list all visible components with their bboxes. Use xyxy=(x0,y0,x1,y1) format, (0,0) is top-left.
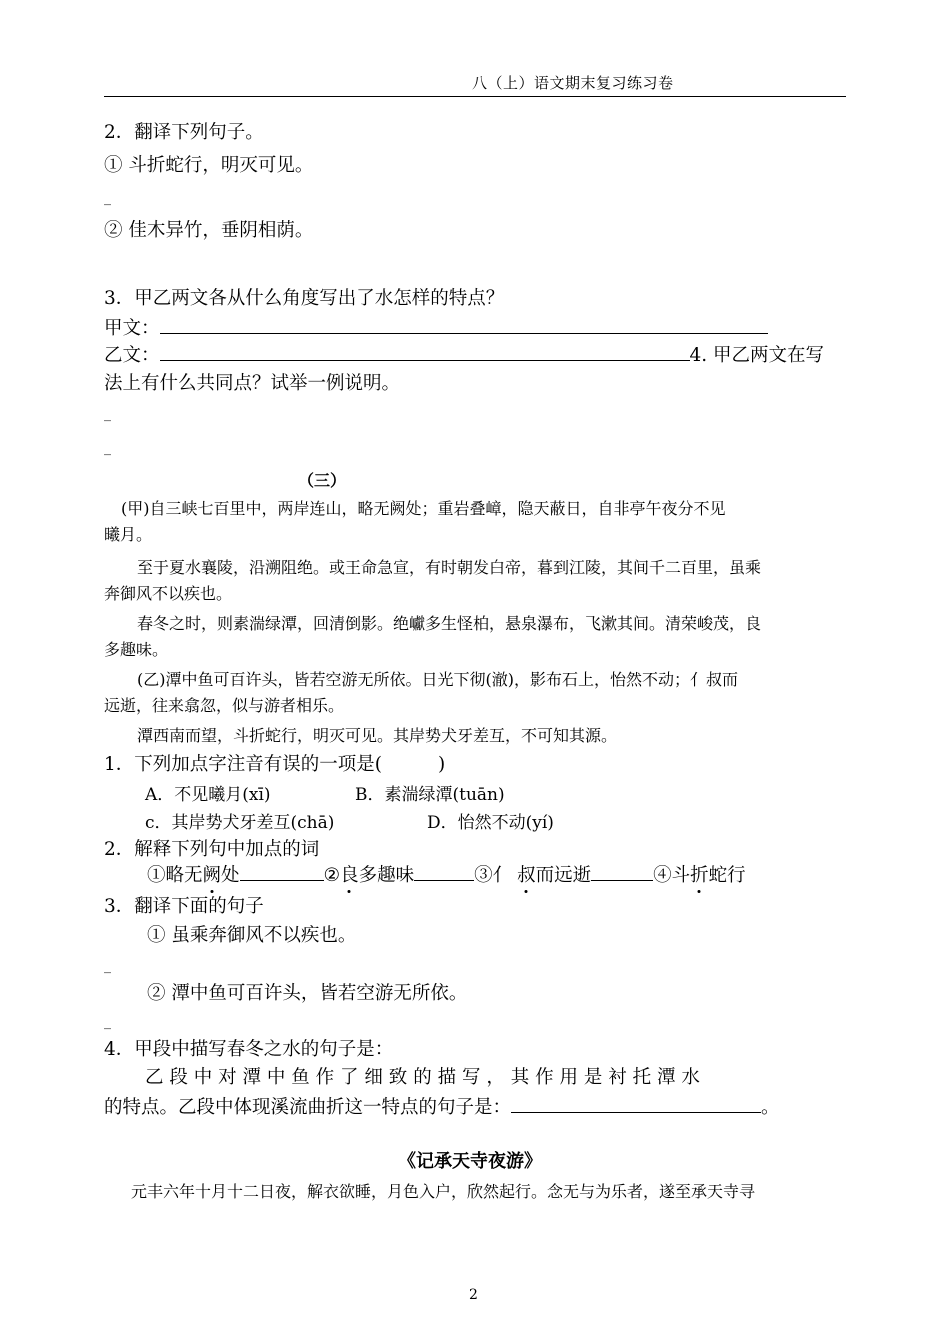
s3-q2-words xyxy=(147,861,746,887)
answer-blank[interactable] xyxy=(160,342,690,361)
s3-q1-end: ) xyxy=(438,754,446,775)
passage-para-2a: 至于夏水襄陵，沿溯阻绝。或王命急宣，有时朝发白帝，暮到江陵，其间千二百里，虽乘 xyxy=(137,558,762,577)
answer-blank[interactable] xyxy=(511,1094,761,1113)
s3-q1-option-b: B．素湍绿潭(tuān) xyxy=(355,785,505,805)
s3-q4-line-3 xyxy=(104,1093,780,1119)
s3-q1-line xyxy=(104,750,445,776)
answer-dash: _ xyxy=(104,958,111,974)
dotted-char: 叔 xyxy=(517,861,536,887)
section-label: （三） xyxy=(298,471,347,490)
s3-q4-line-3-text: 的特点。乙段中体现溪流曲折这一特点的句子是： xyxy=(104,1097,512,1118)
page-number: 2 xyxy=(469,1287,478,1303)
s3-q4-heading: 4．甲段中描写春冬之水的句子是： xyxy=(104,1039,394,1060)
word-4-suffix: 蛇行 xyxy=(708,865,746,886)
q3-yi-label: 乙文： xyxy=(104,345,160,366)
word-3-suffix: 而远逝 xyxy=(535,865,592,886)
s3-q3-heading: 3．翻译下面的句子 xyxy=(104,896,264,917)
q4-inline-text: 4. 甲乙两文在写 xyxy=(689,345,825,366)
q3-jia-label: 甲文： xyxy=(104,318,160,339)
s3-q1-text: 1．下列加点字注音有误的一项是( xyxy=(104,754,382,775)
answer-blank[interactable] xyxy=(591,862,653,881)
period: 。 xyxy=(761,1097,780,1118)
word-2-prefix: ② xyxy=(323,865,341,886)
q2-sentence-2: ② 佳木异竹，垂阴相荫。 xyxy=(104,220,314,241)
answer-blank[interactable] xyxy=(160,315,768,334)
dotted-char: 良 xyxy=(340,861,359,887)
s3-q2-heading: 2．解释下列句中加点的词 xyxy=(104,839,320,860)
s3-q4-line-2: 乙 段 中 对 潭 中 鱼 作 了 细 致 的 描 写 ， 其 作 用 是 衬 托 潭 水 xyxy=(145,1067,700,1088)
passage-para-1a: (甲)自三峡七百里中，两岸连山，略无阙处；重岩叠嶂，隐天蔽日，自非亭午夜分不见 xyxy=(121,499,726,518)
s3-q1-option-c: c．其岸势犬牙差互(chā) xyxy=(145,813,335,833)
answer-dash: _ xyxy=(104,190,111,206)
s3-q3-sentence-1: ① 虽乘奔御风不以疾也。 xyxy=(147,925,357,946)
q3-yi-line xyxy=(104,341,824,367)
word-1-suffix: 处 xyxy=(221,865,240,886)
word-2-suffix: 多趣味 xyxy=(358,865,415,886)
q3-heading: 3．甲乙两文各从什么角度写出了水怎样的特点？ xyxy=(104,288,505,309)
answer-dash: _ xyxy=(104,406,111,422)
passage-para-4b: 远逝，往来翕忽，似与游者相乐。 xyxy=(104,696,345,715)
passage-para-3b: 多趣味。 xyxy=(104,640,169,659)
passage-para-1b: 曦月。 xyxy=(104,525,153,544)
dotted-char: 阙 xyxy=(203,861,222,887)
passage-para-3a: 春冬之时，则素湍绿潭，回清倒影。绝巘多生怪柏，悬泉瀑布，飞漱其间。清荣峻茂，良 xyxy=(137,614,762,633)
s3-q1-option-a: A．不见曦月(xī) xyxy=(145,785,271,805)
s3-q3-sentence-2: ② 潭中鱼可百许头，皆若空游无所依。 xyxy=(147,983,468,1004)
answer-blank[interactable] xyxy=(414,862,474,881)
essay-line-1: 元丰六年十月十二日夜，解衣欲睡，月色入户，欣然起行。念无与为乐者，遂至承天寺寻 xyxy=(131,1182,756,1201)
answer-dash: _ xyxy=(104,1014,111,1030)
q4-continued: 法上有什么共同点？试举一例说明。 xyxy=(104,373,401,394)
essay-title: 《记承天寺夜游》 xyxy=(398,1151,542,1172)
word-1-prefix: ①略无 xyxy=(147,865,203,886)
answer-dash: _ xyxy=(104,440,111,456)
word-3-prefix: ③亻 xyxy=(474,865,512,886)
q3-jia-line xyxy=(104,314,768,340)
dotted-char: 折 xyxy=(690,861,709,887)
header-rule xyxy=(104,96,846,97)
q2-sentence-1: ① 斗折蛇行，明灭可见。 xyxy=(104,155,314,176)
q2-heading: 2．翻译下列句子。 xyxy=(104,122,264,143)
page-header: 八（上）语文期末复习练习卷 xyxy=(472,74,674,92)
passage-para-2b: 奔御风不以疾也。 xyxy=(104,584,233,603)
s3-q1-option-d: D．怡然不动(yí) xyxy=(427,813,554,833)
passage-para-5: 潭西南而望，斗折蛇行，明灭可见。其岸势犬牙差互，不可知其源。 xyxy=(137,726,618,745)
passage-para-4a: (乙)潭中鱼可百许头，皆若空游无所依。日光下彻(澈)，影布石上，怡然不动；亻叔而 xyxy=(137,670,738,689)
answer-blank[interactable] xyxy=(240,862,324,881)
word-4-prefix: ④斗 xyxy=(653,865,691,886)
